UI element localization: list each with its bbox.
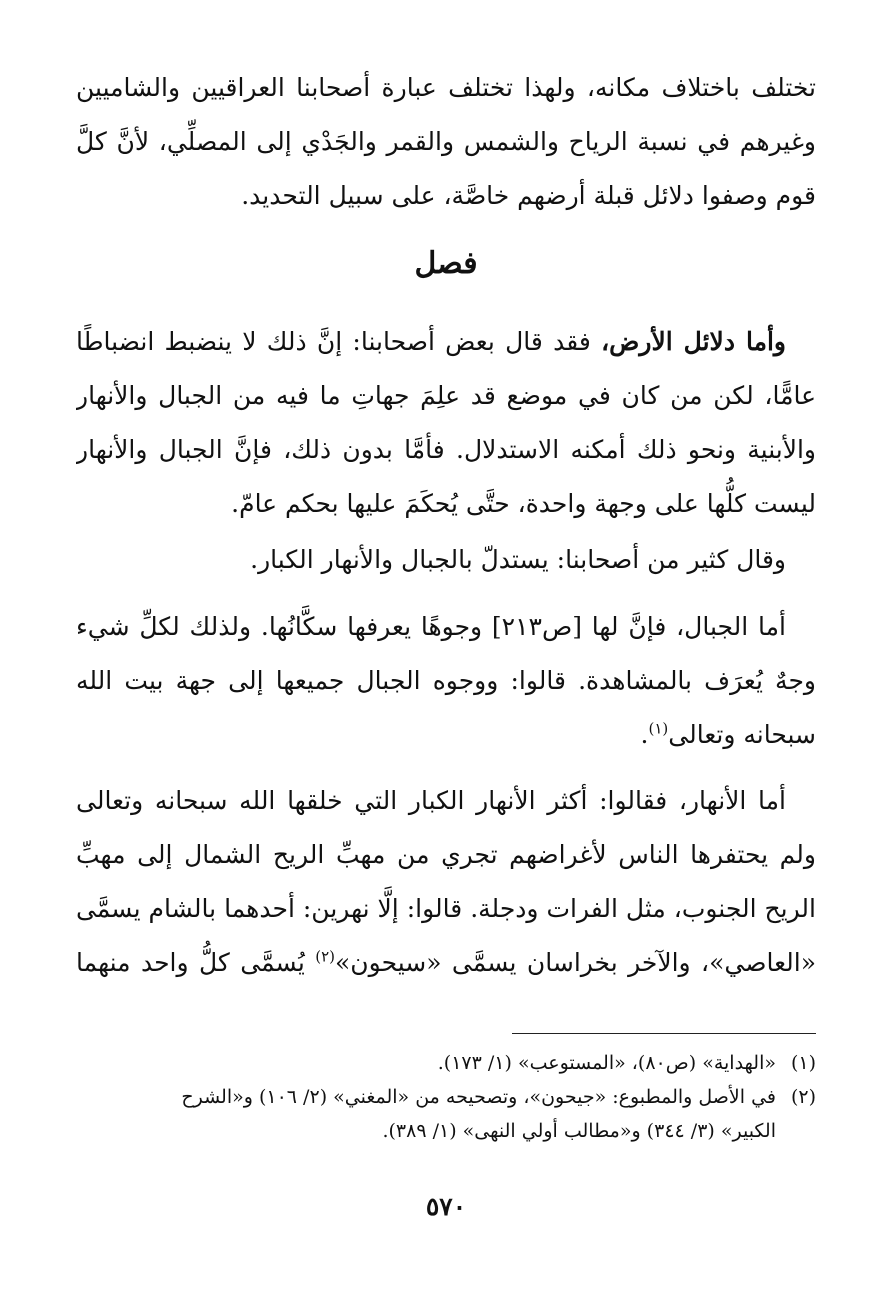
footnote-number: (٢) xyxy=(790,1086,816,1108)
footnote-text: في الأصل والمطبوع: «جيحون»، وتصحيحه من «المغني» (٢/ ١٠٦) و«الشرح xyxy=(181,1086,776,1108)
text-run: فقد قال بعض أصحابنا: إنَّ ذلك لا ينضبط انضباطًا xyxy=(76,327,602,356)
text-line: أما الأنهار، فقالوا: أكثر الأنهار الكبار التي خلقها الله سبحانه وتعالى xyxy=(76,786,786,815)
paragraph-earth-signs xyxy=(76,315,816,531)
footnote-1 xyxy=(76,1046,816,1080)
text-run: يُسمَّى كلُّ واحد منهما xyxy=(76,948,316,977)
footnote-text: «الهداية» (ص٨٠)، «المستوعب» (١/ ١٧٣). xyxy=(437,1052,776,1074)
section-heading: فصل xyxy=(414,246,478,281)
text-line: ولم يحتفرها الناس لأغراضهم تجري من مهبِّ الريح الشمال إلى مهبِّ xyxy=(76,840,816,869)
footnote-separator xyxy=(512,1033,816,1034)
bold-lead: وأما دلائل الأرض، xyxy=(601,327,787,356)
text-line: قوم وصفوا دلائل قبلة أرضهم خاصَّة، على سبيل التحديد. xyxy=(241,181,816,210)
footnote-ref-1[interactable]: (١) xyxy=(648,719,669,738)
text-line xyxy=(76,708,816,762)
text-line: تختلف باختلاف مكانه، ولهذا تختلف عبارة أصحابنا العراقيين والشاميين xyxy=(76,73,816,102)
paragraph-mountains-rivers xyxy=(76,533,816,587)
text-run: . xyxy=(640,720,649,749)
text-line: وغيرهم في نسبة الرياح والشمس والقمر والجَدْي إلى المصلِّي، لأنَّ كلَّ xyxy=(76,127,816,156)
text-run: سبحانه وتعالى xyxy=(668,720,816,749)
paragraph-rivers xyxy=(76,774,816,990)
footnote-ref-2[interactable]: (٢) xyxy=(315,947,335,966)
text-run: «العاصي»، والآخر بخراسان يسمَّى «سيحون» xyxy=(335,948,816,977)
intro-paragraph xyxy=(76,61,816,223)
text-line: والأبنية ونحو ذلك أمكنه الاستدلال. فأمَّا بدون ذلك، فإنَّ الجبال والأنهار xyxy=(76,435,816,464)
footnote-2-continuation: الكبير» (٣/ ٣٤٤) و«مطالب أولي النهى» (١/ ٣٨٩). xyxy=(382,1120,776,1142)
footnotes xyxy=(76,1046,816,1148)
text-line: أما الجبال، فإنَّ لها [ص٢١٣] وجوهًا يعرفها سكَّانُها. ولذلك لكلِّ شيء xyxy=(76,612,786,641)
text-line: ليست كلُّها على وجهة واحدة، حتَّى يُحكَمَ عليها بحكم عامّ. xyxy=(231,489,816,518)
text-line: عامًّا، لكن من كان في موضع قد علِمَ جهاتِ ما فيه من الجبال والأنهار xyxy=(76,381,816,410)
footnote-2 xyxy=(76,1080,816,1114)
page-number: ٥٧٠ xyxy=(425,1192,467,1221)
text-line: الريح الجنوب، مثل الفرات ودجلة. قالوا: إلَّا نهرين: أحدهما بالشام يسمَّى xyxy=(76,894,816,923)
footnote-number: (١) xyxy=(790,1052,816,1074)
text-line xyxy=(76,315,816,369)
text-line xyxy=(76,936,816,990)
text-line: وقال كثير من أصحابنا: يستدلّ بالجبال والأنهار الكبار. xyxy=(250,545,786,574)
paragraph-mountains xyxy=(76,600,816,762)
text-line: وجهٌ يُعرَف بالمشاهدة. قالوا: ووجوه الجبال جميعها إلى جهة بيت الله xyxy=(76,666,816,695)
